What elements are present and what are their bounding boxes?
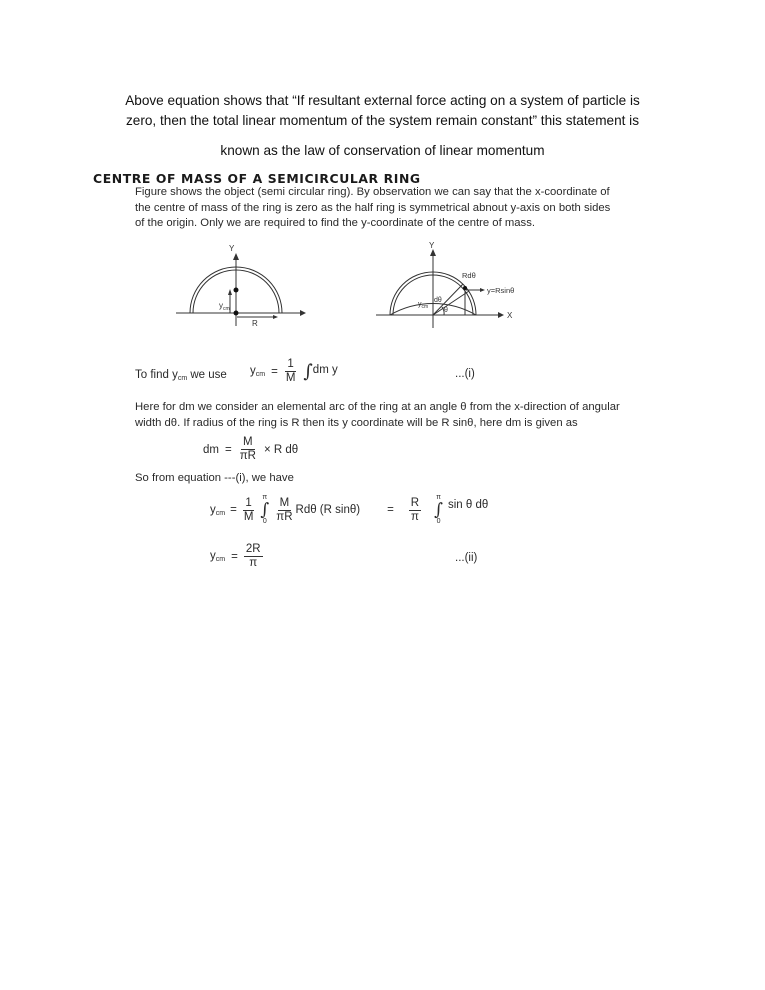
equation-ycm-result: $y_{cm}$ = $\frac{2R}{\pi}$	[210, 543, 261, 569]
equation-ycm-integral: $y_{cm}$ = $\frac{1}{M}$ π ∫ 0 $\frac{M}{\pi R}$ Rdθ (R sinθ) = $\frac{R}{\pi}$ π ∫ 0 sin θ dθ	[210, 494, 489, 525]
section-paragraph	[135, 185, 610, 232]
para2-line-1: Here for dm we consider an elemental arc of the ring at an angle θ from the x-direction of angular	[135, 401, 620, 413]
equation-tag-ii: ...(ii)	[455, 552, 478, 564]
eq1-prefix: To find $y_{cm}$ we use	[135, 369, 227, 382]
equation-dm: dm = $\frac{M}{\pi R}$ × R dθ	[203, 436, 299, 462]
para3: So from equation ---(i), we have	[135, 472, 294, 484]
equation-tag-i: ...(i)	[455, 368, 475, 380]
x-axis-label: X	[507, 311, 513, 320]
semicircular-ring-figure-left	[170, 240, 335, 335]
y-coordinate-label: y=Rsinθ	[487, 286, 515, 295]
arc-length-label: Rdθ	[462, 271, 476, 280]
centre-of-mass-dot	[234, 288, 239, 293]
para2	[135, 400, 620, 431]
section-heading: CENTRE OF MASS OF A SEMICIRCULAR RING	[93, 171, 421, 186]
semicircular-ring-figure-right	[370, 240, 545, 335]
para1-line-3: of the origin. Only we are required to find the y-coordinate of the centre of mass.	[135, 217, 535, 229]
intro-line-2: zero, then the total linear momentum of the system remain constant” this statement is	[125, 113, 640, 128]
intro-line-3: known as the law of conservation of linear momentum	[220, 143, 545, 158]
origin-dot	[234, 311, 239, 316]
y-axis-label: Y	[229, 244, 235, 253]
theta-label: θ	[444, 307, 448, 314]
dtheta-label: dθ	[434, 297, 442, 304]
ycm-label: $y_{cm}$	[219, 301, 230, 312]
equation-i: $y_{cm}$ = $\frac{1}{M}$ ∫ dm y	[250, 358, 338, 384]
para1-line-1: Figure shows the object (semi circular ring). By observation we can say that the x-coordinate of	[135, 186, 610, 198]
y-axis-label: Y	[429, 241, 435, 250]
para1-line-2: the centre of mass of the ring is zero as the half ring is symmetrical abnout y-axis on both sides	[135, 201, 611, 214]
radius-label: R	[252, 319, 258, 328]
para2-line-2: width dθ. If radius of the ring is R then its y coordinate will be R sinθ, here dm is given as	[135, 416, 578, 429]
ycm-label: $y_{cm}$	[418, 301, 429, 310]
intro-line-1: Above equation shows that “If resultant external force acting on a system of particle is	[125, 93, 640, 108]
